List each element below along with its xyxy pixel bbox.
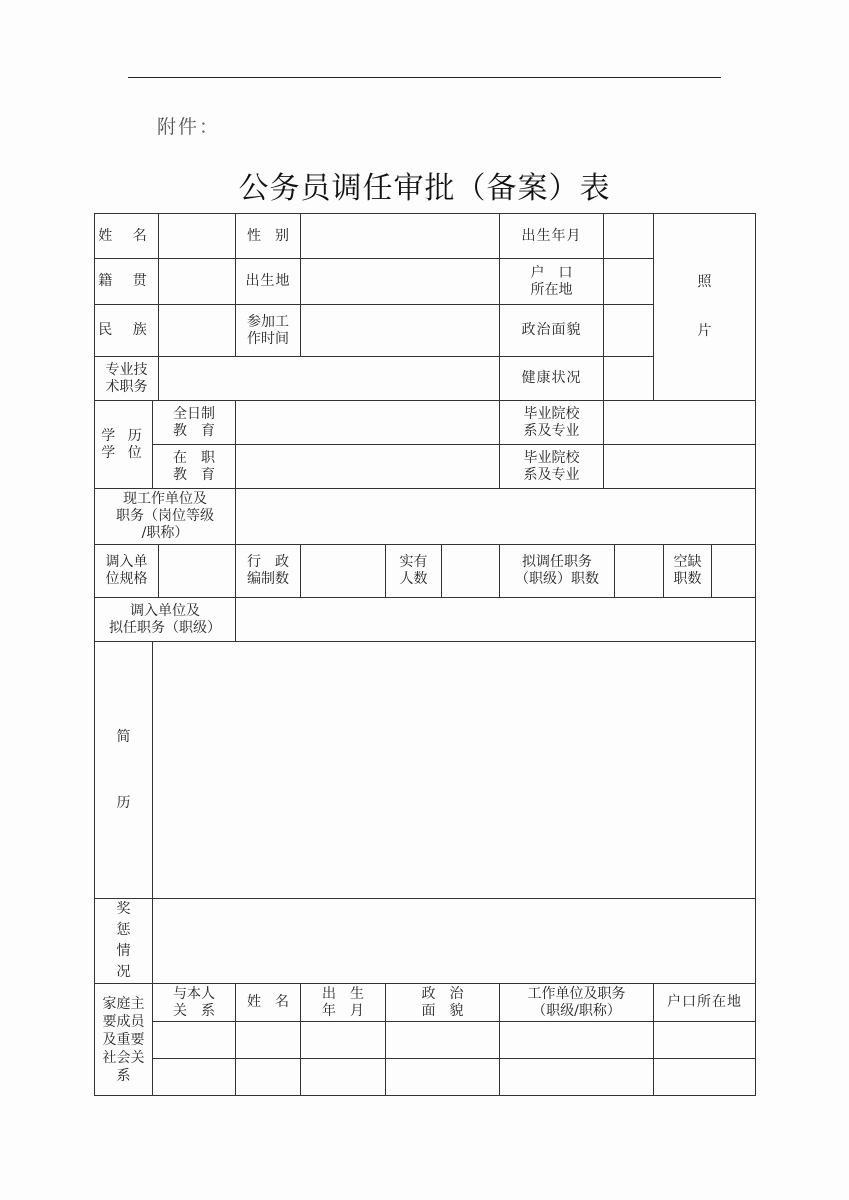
col-member-political: 政 治 面 貌 (386, 984, 500, 1022)
label-vacancy: 空缺 职数 (664, 545, 712, 598)
col-member-work: 工作单位及职务 （职级/职称） (500, 984, 654, 1022)
label-work-start: 参加工 作时间 (236, 305, 301, 357)
label-inservice-edu: 在 职 教 育 (153, 445, 236, 489)
field-inservice-edu[interactable] (236, 445, 500, 489)
field-health[interactable] (604, 357, 654, 401)
label-ethnicity: 民 族 (95, 305, 159, 357)
field-work-start[interactable] (301, 305, 500, 357)
field-fulltime-school[interactable] (604, 401, 756, 445)
field-awards[interactable] (153, 899, 756, 984)
field-tech-title[interactable] (159, 357, 500, 401)
col-member-birth: 出 生 年 月 (301, 984, 386, 1022)
label-target-size: 调入单 位规格 (95, 545, 159, 598)
label-awards: 奖惩情况 (95, 899, 153, 984)
label-birth-date: 出生年月 (500, 214, 604, 259)
family-name-cell[interactable] (236, 1059, 301, 1096)
label-name: 姓 名 (95, 214, 159, 259)
family-political-cell[interactable] (386, 1059, 500, 1096)
label-political-status: 政治面貌 (500, 305, 604, 357)
approval-form-table (94, 213, 756, 1096)
label-resume: 简 历 (95, 642, 153, 899)
label-birthplace: 出生地 (236, 259, 301, 305)
page-title: 公务员调任审批（备案）表 (238, 171, 611, 206)
label-inservice-school: 毕业院校 系及专业 (500, 445, 604, 489)
label-fulltime-edu: 全日制 教 育 (153, 401, 236, 445)
photo-box[interactable] (654, 214, 756, 401)
field-birthplace[interactable] (301, 259, 500, 305)
field-birth-date[interactable] (604, 214, 654, 259)
family-relation-cell[interactable] (153, 1059, 236, 1096)
label-native-place: 籍 贯 (95, 259, 159, 305)
header-rule (128, 77, 721, 78)
family-work-cell[interactable] (500, 1022, 654, 1059)
field-current-unit[interactable] (236, 489, 756, 545)
field-admin-quota[interactable] (301, 545, 386, 598)
family-relation-cell[interactable] (153, 1022, 236, 1059)
field-name[interactable] (159, 214, 236, 259)
family-political-cell[interactable] (386, 1022, 500, 1059)
field-vacancy[interactable] (712, 545, 756, 598)
field-gender[interactable] (301, 214, 500, 259)
attachment-label: 附件： (157, 116, 221, 138)
col-member-hukou: 户口所在地 (654, 984, 756, 1022)
field-planned-posts[interactable] (615, 545, 664, 598)
label-planned-posts: 拟调任职务 （职级）职数 (500, 545, 615, 598)
label-tech-title: 专业技 术职务 (95, 357, 159, 401)
family-birth-cell[interactable] (301, 1059, 386, 1096)
field-target-size[interactable] (159, 545, 236, 598)
family-birth-cell[interactable] (301, 1022, 386, 1059)
field-fulltime-edu[interactable] (236, 401, 500, 445)
col-relation: 与本人 关 系 (153, 984, 236, 1022)
label-hukou: 户 口 所在地 (500, 259, 604, 305)
field-inservice-school[interactable] (604, 445, 756, 489)
label-family: 家庭主要成员及重要社会关系 (95, 984, 153, 1096)
label-fulltime-school: 毕业院校 系及专业 (500, 401, 604, 445)
field-native-place[interactable] (159, 259, 236, 305)
field-actual-count[interactable] (442, 545, 500, 598)
family-row (95, 1022, 756, 1059)
label-education: 学 历 学 位 (95, 401, 153, 489)
label-admin-quota: 行 政 编制数 (236, 545, 301, 598)
label-target-unit: 调入单位及 拟任职务（职级） (95, 598, 236, 642)
family-hukou-cell[interactable] (654, 1059, 756, 1096)
label-current-unit: 现工作单位及 职务（岗位等级 /职称） (95, 489, 236, 545)
photo-label-top: 照 (697, 274, 712, 290)
label-actual-count: 实有 人数 (386, 545, 442, 598)
field-political-status[interactable] (604, 305, 654, 357)
family-name-cell[interactable] (236, 1022, 301, 1059)
field-ethnicity[interactable] (159, 305, 236, 357)
field-target-unit[interactable] (236, 598, 756, 642)
family-hukou-cell[interactable] (654, 1022, 756, 1059)
label-gender: 性 别 (236, 214, 301, 259)
field-hukou[interactable] (604, 259, 654, 305)
family-row (95, 1059, 756, 1096)
label-health: 健康状况 (500, 357, 604, 401)
field-resume[interactable] (153, 642, 756, 899)
family-work-cell[interactable] (500, 1059, 654, 1096)
col-member-name: 姓 名 (236, 984, 301, 1022)
photo-label-bottom: 片 (697, 323, 712, 339)
